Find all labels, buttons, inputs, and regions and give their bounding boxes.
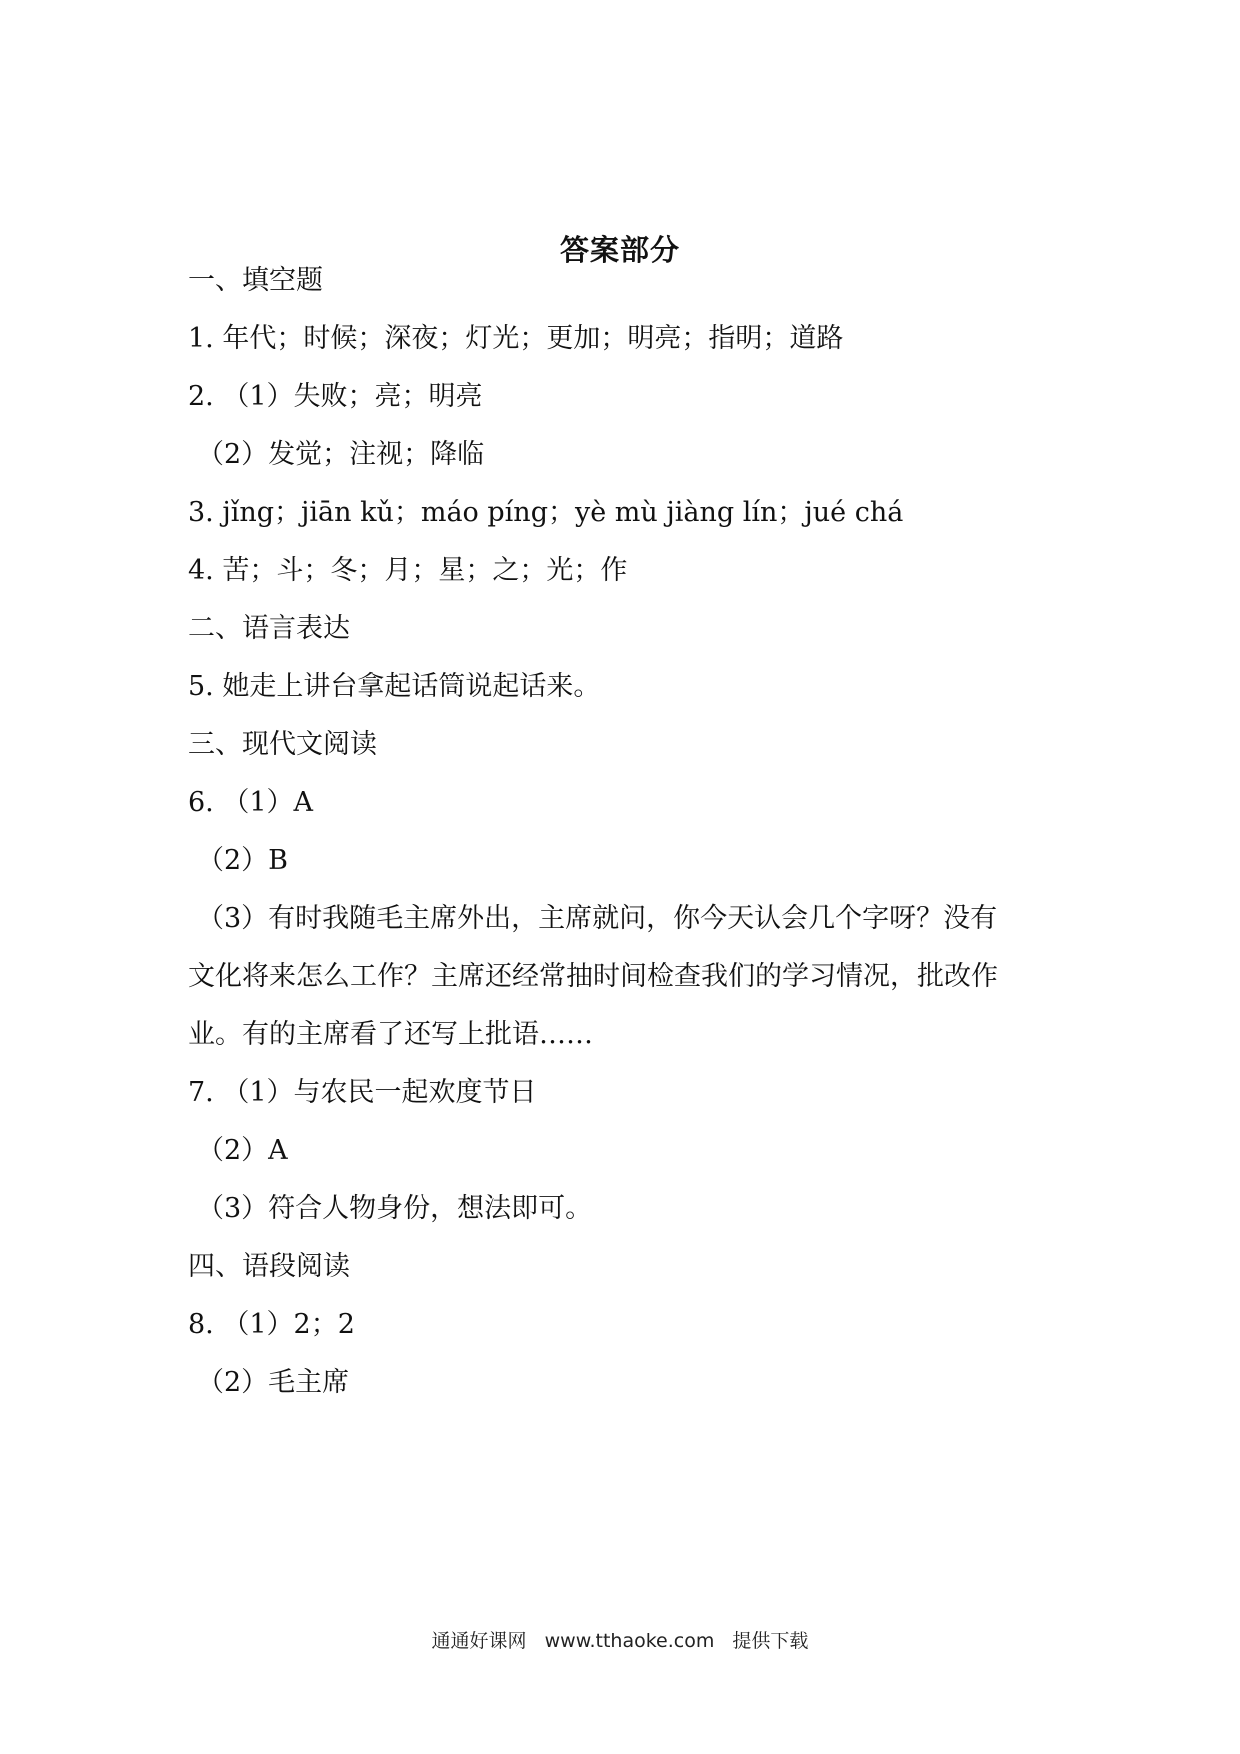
footer-site-name: 通通好课网 — [431, 1630, 527, 1652]
answer-q3-pinyin: 3. jǐng；jiān kǔ；máo píng；yè mù jiàng lín；jué chá — [188, 497, 904, 528]
footer-suffix: 提供下载 — [732, 1630, 809, 1652]
answer-q6-part3-line3: 业。有的主席看了还写上批语…… — [188, 1019, 593, 1050]
answer-q6-part3-line2: 文化将来怎么工作？主席还经常抽时间检查我们的学习情况，批改作 — [188, 961, 998, 992]
answer-q8-part1: 8. （1）2；2 — [188, 1309, 355, 1340]
footer-url[interactable]: www.tthaoke.com — [544, 1630, 715, 1652]
answer-q2-part2: （2）发觉；注视；降临 — [197, 439, 485, 470]
page-title: 答案部分 — [559, 233, 680, 267]
answer-q6-part2: （2）B — [197, 845, 289, 876]
answer-q7-part2: （2）A — [197, 1135, 288, 1166]
answer-q8-part2: （2）毛主席 — [197, 1367, 350, 1398]
section-heading-modern-reading: 三、现代文阅读 — [188, 729, 377, 760]
answer-q6-part3-line1: （3）有时我随毛主席外出，主席就问，你今天认会几个字呀？没有 — [197, 903, 998, 934]
page-footer — [0, 1626, 1240, 1653]
section-heading-paragraph-reading: 四、语段阅读 — [188, 1251, 350, 1282]
section-heading-fill-blank: 一、填空题 — [188, 265, 323, 296]
answer-q6-part1: 6. （1）A — [188, 787, 314, 818]
answer-q7-part1: 7. （1）与农民一起欢度节日 — [188, 1077, 537, 1108]
answer-q1: 1. 年代；时候；深夜；灯光；更加；明亮；指明；道路 — [188, 323, 844, 354]
answer-q2-part1: 2. （1）失败；亮；明亮 — [188, 381, 483, 412]
answer-q7-part3: （3）符合人物身份，想法即可。 — [197, 1193, 593, 1224]
section-heading-language-expression: 二、语言表达 — [188, 613, 350, 644]
answer-q5: 5. 她走上讲台拿起话筒说起话来。 — [188, 671, 601, 702]
answer-q4: 4. 苦；斗；冬；月；星；之；光；作 — [188, 555, 628, 586]
